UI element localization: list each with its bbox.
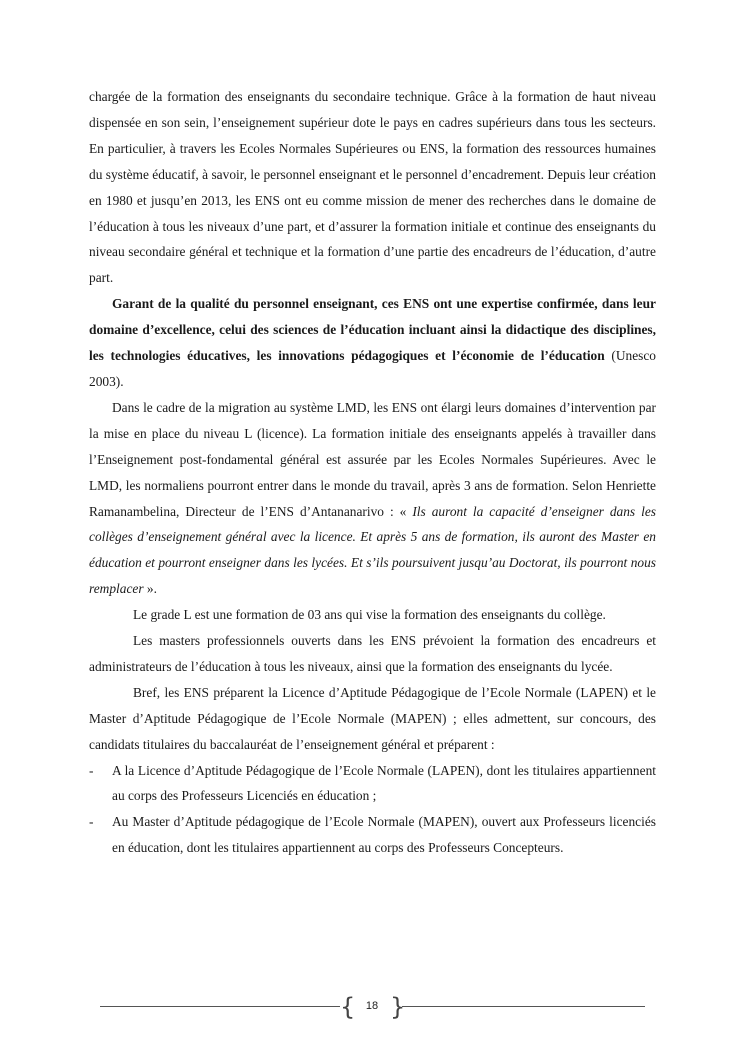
paragraph-masters: Les masters professionnels ouverts dans les ENS prévoient la formation des encadreurs et administrateurs de l’éducation à tous les niveaux, ainsi que la formation des enseignants du lycée. — [89, 633, 656, 674]
paragraph-ens-quality — [89, 291, 656, 395]
lmd-text: Dans le cadre de la migration au système LMD, les ENS ont élargi leurs domaines d’intervention par la mise en place du niveau L (licence). La formation initiale des enseignants appelés à travailler dans l’Enseignement post-fondamental général est assurée par les Ecoles Normales Supérieures. Avec le LMD, les normaliens pourront entrer dans le monde du travail, après 3 ans de formation. Selon Henriette Ramanambelina, Directeur de l’ENS d’Antananarivo : — [89, 399, 656, 519]
paragraph-summary: Bref, les ENS préparent la Licence d’Aptitude Pédagogique de l’Ecole Normale (LAPEN) et le Master d’Aptitude Pédagogique de l’Ecole Normale (MAPEN) ; elles admettent, sur concours, des candidats titulaires du baccalauréat de l’enseignement général et préparent : — [89, 684, 656, 752]
footer-rule-right — [402, 1006, 645, 1007]
citation: (Unesco 2003). — [89, 348, 656, 389]
page-number: 18 — [365, 1000, 379, 1012]
quote-close: ». — [143, 581, 157, 597]
bold-statement: Garant de la qualité du personnel enseignant, ces ENS ont une expertise confirmée, dans leur domaine d’excellence, celui des sciences de l’éducation incluant ainsi la didactique des disciplines, les technologies éducatives, les innovations pédagogiques et l’économie de l’éducation — [89, 296, 656, 364]
footer-rule-left — [100, 1006, 340, 1007]
paragraph-lmd-migration — [89, 395, 656, 602]
list-item — [89, 809, 656, 861]
document-body — [89, 84, 656, 861]
list-item — [89, 758, 656, 810]
list-item-text: Au Master d’Aptitude pédagogique de l’Ecole Normale (MAPEN), ouvert aux Professeurs licenciés en éducation, dont les titulaires appartiennent au corps des Professeurs Concepteurs. — [112, 814, 656, 856]
director-quote: Ils auront la capacité d’enseigner dans les collèges d’enseignement général avec la licence. Et après 5 ans de formation, ils auront des Master en éducation et pourront enseigner dans les lycées. Et s’ils poursuivent jusqu’au Doctorat, ils pourront nous remplacer — [89, 503, 656, 597]
right-brace-icon: } — [390, 993, 406, 1021]
page-footer — [100, 992, 645, 1024]
quote-open: « — [399, 503, 413, 519]
paragraph-grade-l: Le grade L est une formation de 03 ans qui vise la formation des enseignants du collège. — [133, 607, 606, 623]
paragraph-ens-mission: chargée de la formation des enseignants du secondaire technique. Grâce à la formation de haut niveau dispensée en son sein, l’enseignement supérieur dote le pays en cadres supérieurs dans tous les secteurs. En particulier, à travers les Ecoles Normales Supérieures ou ENS, la formation des ressources humaines du système éducatif, à savoir, le personnel enseignant et le personnel d’encadrement. Depuis leur création en 1980 et jusqu’en 2013, les ENS ont eu comme mission de mener des recherches dans le domaine de l’éducation à tous les niveaux d’une part, et d’assurer la formation initiale et continue des enseignants du niveau secondaire général et technique et la formation d’une partie des encadreurs de l’éducation, d’autre part. — [89, 89, 656, 286]
bullet-dash: - — [89, 814, 94, 830]
list-item-text: A la Licence d’Aptitude Pédagogique de l’Ecole Normale (LAPEN), dont les titulaires appartiennent au corps des Professeurs Licenciés en éducation ; — [112, 762, 656, 804]
bullet-dash: - — [89, 762, 94, 778]
left-brace-icon: { — [340, 993, 356, 1021]
